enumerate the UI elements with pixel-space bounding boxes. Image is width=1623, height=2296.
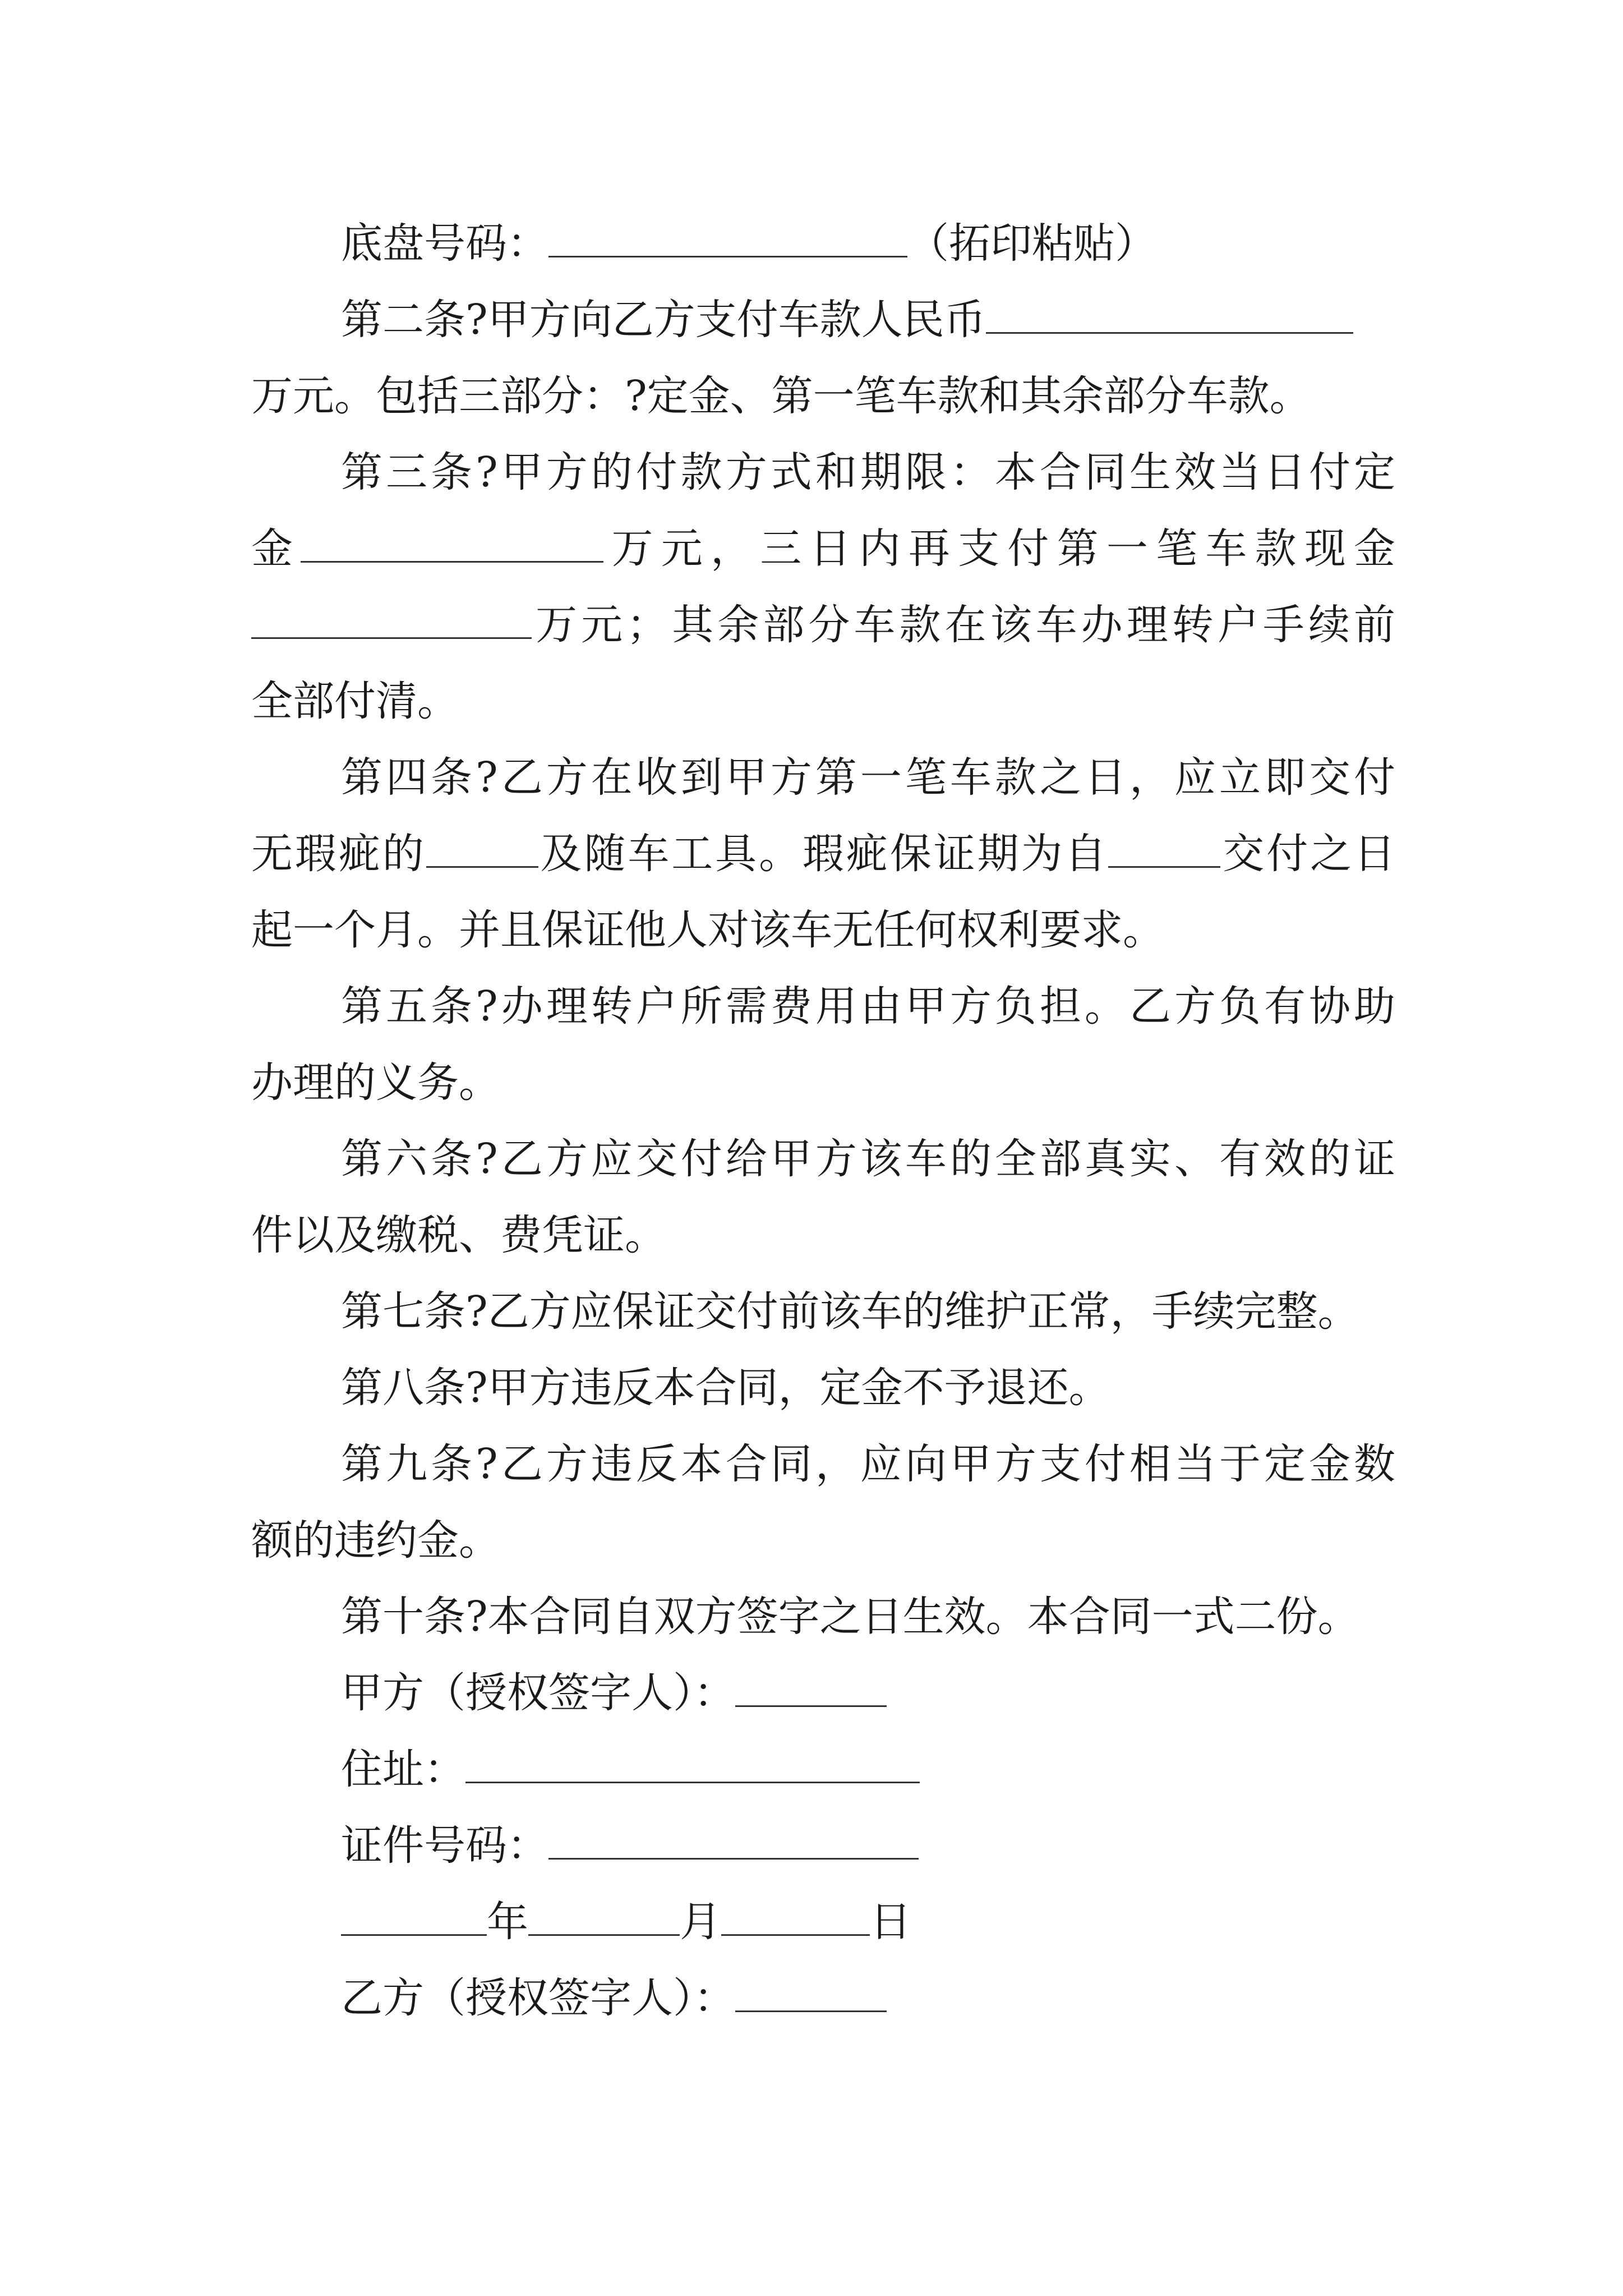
year-label: 年 (487, 1898, 528, 1946)
article-5-line-1: 第五条?办理转户所需费用由甲方负担。乙方负有协助 (341, 982, 1395, 1030)
day-blank (721, 1899, 870, 1936)
vehicle-blank-2 (1108, 831, 1220, 868)
deposit-label: 金 (251, 524, 301, 573)
article-3-line-1: 第三条?甲方的付款方式和期限：本合同生效当日付定 (341, 448, 1395, 496)
first-payment-text: 万元，三日内再支付第一笔车款现金 (603, 524, 1396, 573)
id-number-blank (548, 1823, 919, 1860)
month-blank (528, 1899, 680, 1936)
party-b-label: 乙方（授权签字人）： (341, 1974, 735, 2022)
article-9-line-1: 第九条?乙方违反本合同，应向甲方支付相当于定金数 (341, 1440, 1395, 1488)
day-label: 日 (870, 1898, 911, 1946)
address-label: 住址： (341, 1745, 465, 1793)
article-4-line-1: 第四条?乙方在收到甲方第一笔车款之日，应立即交付 (341, 753, 1395, 802)
article-2-text: 第二条?甲方向乙方支付车款人民币 (341, 296, 986, 344)
party-a-label: 甲方（授权签字人）： (341, 1669, 735, 1717)
payment-amount-blank (986, 297, 1353, 334)
deposit-blank (301, 526, 603, 563)
month-label: 月 (680, 1898, 721, 1946)
address-line (341, 1731, 1395, 1807)
chassis-number-blank (548, 221, 907, 257)
article-4-line-3: 起一个月。并且保证他人对该车无任何权利要求。 (251, 906, 1164, 954)
article-7-line: 第七条?乙方应保证交付前该车的维护正常，手续完整。 (341, 1287, 1359, 1336)
party-b-signature-blank (735, 1976, 887, 2012)
warranty-text: 及随车工具。瑕疵保证期为自 (538, 830, 1109, 878)
rubbing-note: （拓印粘贴） (907, 219, 1156, 268)
cash-amount-blank (251, 602, 532, 639)
article-6-line-1: 第六条?乙方应交付给甲方该车的全部真实、有效的证 (341, 1135, 1395, 1183)
article-3-line-2 (251, 510, 1395, 587)
party-a-signature-line (341, 1655, 1395, 1731)
article-8-line: 第八条?甲方违反本合同，定金不予退还。 (341, 1364, 1110, 1412)
article-4-line-2 (251, 816, 1395, 892)
party-b-signature-line (341, 1960, 1395, 2036)
article-2-line-1 (341, 282, 1395, 358)
id-number-label: 证件号码： (341, 1821, 548, 1870)
article-2-line-2: 万元。包括三部分：?定金、第一笔车款和其余部分车款。 (251, 372, 1311, 420)
address-blank (465, 1747, 920, 1783)
article-6-line-2: 件以及缴税、费凭证。 (251, 1211, 666, 1259)
chassis-number-label: 底盘号码： (341, 219, 548, 268)
article-5-line-2: 办理的义务。 (251, 1059, 500, 1107)
delivery-date-text: 交付之日 (1220, 830, 1396, 878)
date-line (341, 1884, 1395, 1960)
vehicle-blank-1 (426, 831, 538, 868)
article-10-line: 第十条?本合同自双方签字之日生效。本合同一式二份。 (341, 1593, 1359, 1641)
article-3-line-4: 全部付清。 (251, 677, 459, 725)
year-blank (341, 1899, 487, 1936)
remaining-payment-text: 万元；其余部分车款在该车办理转户手续前 (532, 601, 1395, 649)
party-a-signature-blank (735, 1671, 887, 1707)
id-number-line (341, 1807, 1395, 1884)
article-3-line-3 (251, 587, 1395, 663)
article-9-line-2: 额的违约金。 (251, 1516, 500, 1565)
chassis-number-line (341, 205, 1395, 282)
flawless-text: 无瑕疵的 (251, 830, 426, 878)
